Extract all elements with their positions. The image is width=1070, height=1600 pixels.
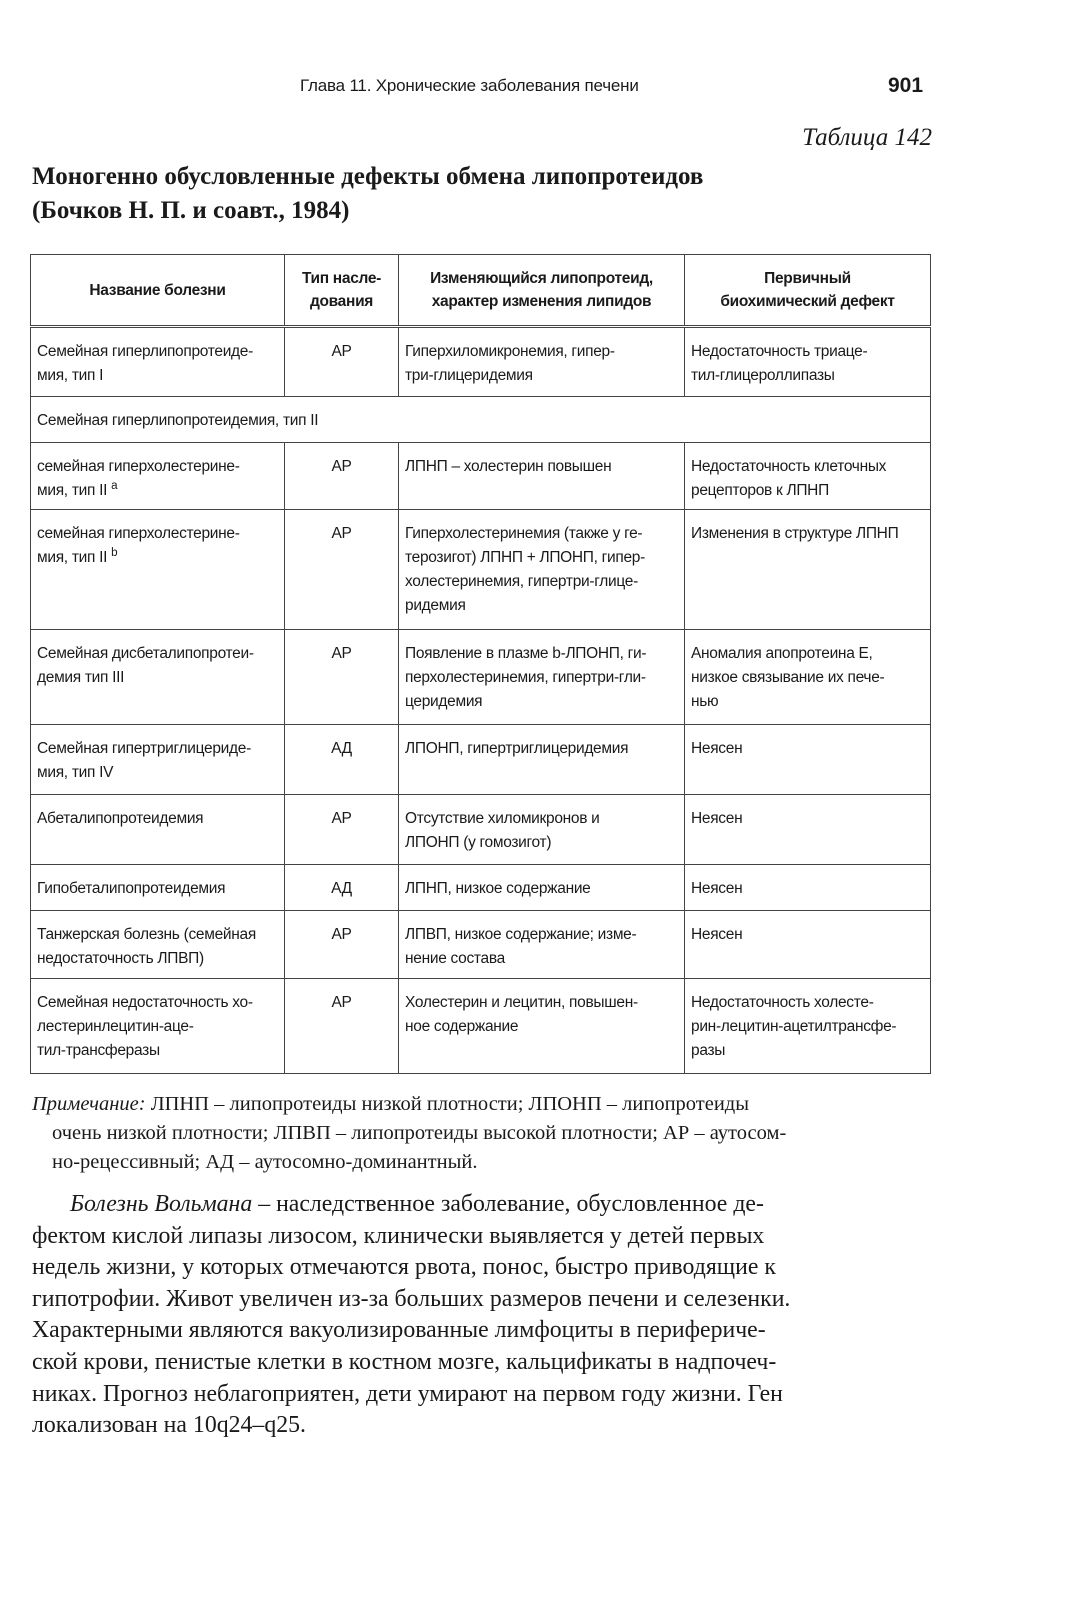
cell-lipoprotein-change: ЛПВП, низкое содержание; изме- нение состава xyxy=(399,911,685,979)
superscript: b xyxy=(111,545,118,559)
lipoprotein-defects-table xyxy=(30,254,931,1074)
cell-inheritance: АД xyxy=(285,725,399,795)
table-row xyxy=(31,443,931,510)
table-row xyxy=(31,865,931,911)
table-title xyxy=(32,160,932,228)
cell-inheritance: АР xyxy=(285,630,399,725)
cell-biochemical-defect: Изменения в структуре ЛПНП xyxy=(685,510,931,630)
cell-lipoprotein-change: Гиперхиломикронемия, гипер- три-глицеридемия xyxy=(399,327,685,397)
header-biochemical-defect: Первичный биохимический дефект xyxy=(685,255,931,327)
disease-term: Болезнь Вольмана xyxy=(70,1191,253,1217)
cell-biochemical-defect: Недостаточность холесте- рин-лецитин-ацетилтрансфе- разы xyxy=(685,979,931,1074)
cell-lipoprotein-change: Отсутствие хиломикронов и ЛПОНП (у гомозигот) xyxy=(399,795,685,865)
cell-biochemical-defect: Недостаточность клеточных рецепторов к ЛПНП xyxy=(685,443,931,510)
table-row xyxy=(31,327,931,397)
note-line xyxy=(32,1090,928,1119)
page-number: 901 xyxy=(888,74,924,97)
table-row xyxy=(31,725,931,795)
table-row xyxy=(31,911,931,979)
table-label: Таблица 142 xyxy=(802,124,932,151)
table-note xyxy=(32,1090,928,1177)
cell-inheritance: АД xyxy=(285,865,399,911)
table-title-line: Моногенно обусловленные дефекты обмена липопротеидов xyxy=(32,163,704,190)
table-row xyxy=(31,979,931,1074)
cell-disease-name xyxy=(31,443,285,510)
cell-inheritance: АР xyxy=(285,911,399,979)
superscript: a xyxy=(111,478,118,492)
cell-lipoprotein-change: Холестерин и лецитин, повышен- ное содержание xyxy=(399,979,685,1074)
header-inheritance: Тип насле- дования xyxy=(285,255,399,327)
table-row xyxy=(31,510,931,630)
cell-inheritance: АР xyxy=(285,979,399,1074)
table-row xyxy=(31,795,931,865)
paragraph-text xyxy=(32,1189,928,1442)
cell-inheritance: АР xyxy=(285,795,399,865)
cell-disease-name: Семейная гипертриглицериде- мия, тип IV xyxy=(31,725,285,795)
note-line: очень низкой плотности; ЛПВП – липопротеиды высокой плотности; АР – аутосом- xyxy=(52,1122,787,1144)
cell-disease-name: Семейная недостаточность хо- лестеринлецитин-аце- тил-трансферазы xyxy=(31,979,285,1074)
table-group-row xyxy=(31,397,931,443)
cell-disease-name: Семейная дисбеталипопротеи- демия тип III xyxy=(31,630,285,725)
body-paragraph xyxy=(32,1189,928,1442)
cell-disease-name xyxy=(31,510,285,630)
cell-group-label: Семейная гиперлипопротеидемия, тип II xyxy=(31,397,931,443)
cell-lipoprotein-change: Появление в плазме b-ЛПОНП, ги- перхолестеринемия, гипертри-гли- церидемия xyxy=(399,630,685,725)
note-line: но-рецессивный; АД – аутосомно-доминантный. xyxy=(52,1151,478,1173)
header-disease-name: Название болезни xyxy=(31,255,285,327)
cell-lipoprotein-change: ЛПНП – холестерин повышен xyxy=(399,443,685,510)
note-label: Примечание: xyxy=(32,1093,146,1115)
running-head: Глава 11. Хронические заболевания печени xyxy=(300,76,639,95)
cell-disease-name: Абеталипопротеидемия xyxy=(31,795,285,865)
cell-disease-name: Гипобеталипопротеидемия xyxy=(31,865,285,911)
cell-disease-name: Семейная гиперлипопротеиде- мия, тип I xyxy=(31,327,285,397)
note-text: ЛПНП – липопротеиды низкой плотности; ЛПОНП – липопротеиды xyxy=(145,1093,750,1115)
header-lipoprotein-change: Изменяющийся липопротеид, характер изменения липидов xyxy=(399,255,685,327)
paragraph-body: – наследственное заболевание, обусловленное де- фектом кислой липазы лизосом, клинически выявляется у детей первых недель жизни, у которых отмечаются рвота, понос, быстро приводящие к гипотрофии. Живот увеличен из-за больших размеров печени и селезенки. Характерными являются вакуолизированные лимфоциты в перифериче- ской крови, пенистые клетки в костном мозге, кальцификаты в надпочеч- никах. Прогноз неблагоприятен, дети умирают на первом году жизни. Ген локализован на 10q24–q25. xyxy=(32,1191,791,1439)
cell-inheritance: АР xyxy=(285,510,399,630)
cell-biochemical-defect: Неясен xyxy=(685,725,931,795)
cell-inheritance: АР xyxy=(285,327,399,397)
table-title-line: (Бочков Н. П. и соавт., 1984) xyxy=(32,197,350,224)
cell-lipoprotein-change: ЛПОНП, гипертриглицеридемия xyxy=(399,725,685,795)
cell-lipoprotein-change: ЛПНП, низкое содержание xyxy=(399,865,685,911)
cell-inheritance: АР xyxy=(285,443,399,510)
cell-biochemical-defect: Аномалия апопротеина Е, низкое связывание их пече- нью xyxy=(685,630,931,725)
table-row xyxy=(31,630,931,725)
cell-lipoprotein-change: Гиперхолестеринемия (также у ге- терозигот) ЛПНП + ЛПОНП, гипер- холестеринемия, гипертри-глице- ридемия xyxy=(399,510,685,630)
cell-biochemical-defect: Недостаточность триаце- тил-глицероллипазы xyxy=(685,327,931,397)
cell-biochemical-defect: Неясен xyxy=(685,865,931,911)
cell-biochemical-defect: Неясен xyxy=(685,795,931,865)
disease-name-text: семейная гиперхолестерине- мия, тип II xyxy=(37,525,240,566)
cell-biochemical-defect: Неясен xyxy=(685,911,931,979)
cell-disease-name: Танжерская болезнь (семейная недостаточность ЛПВП) xyxy=(31,911,285,979)
table-header-row xyxy=(31,255,931,327)
disease-name-text: семейная гиперхолестерине- мия, тип II xyxy=(37,458,240,499)
